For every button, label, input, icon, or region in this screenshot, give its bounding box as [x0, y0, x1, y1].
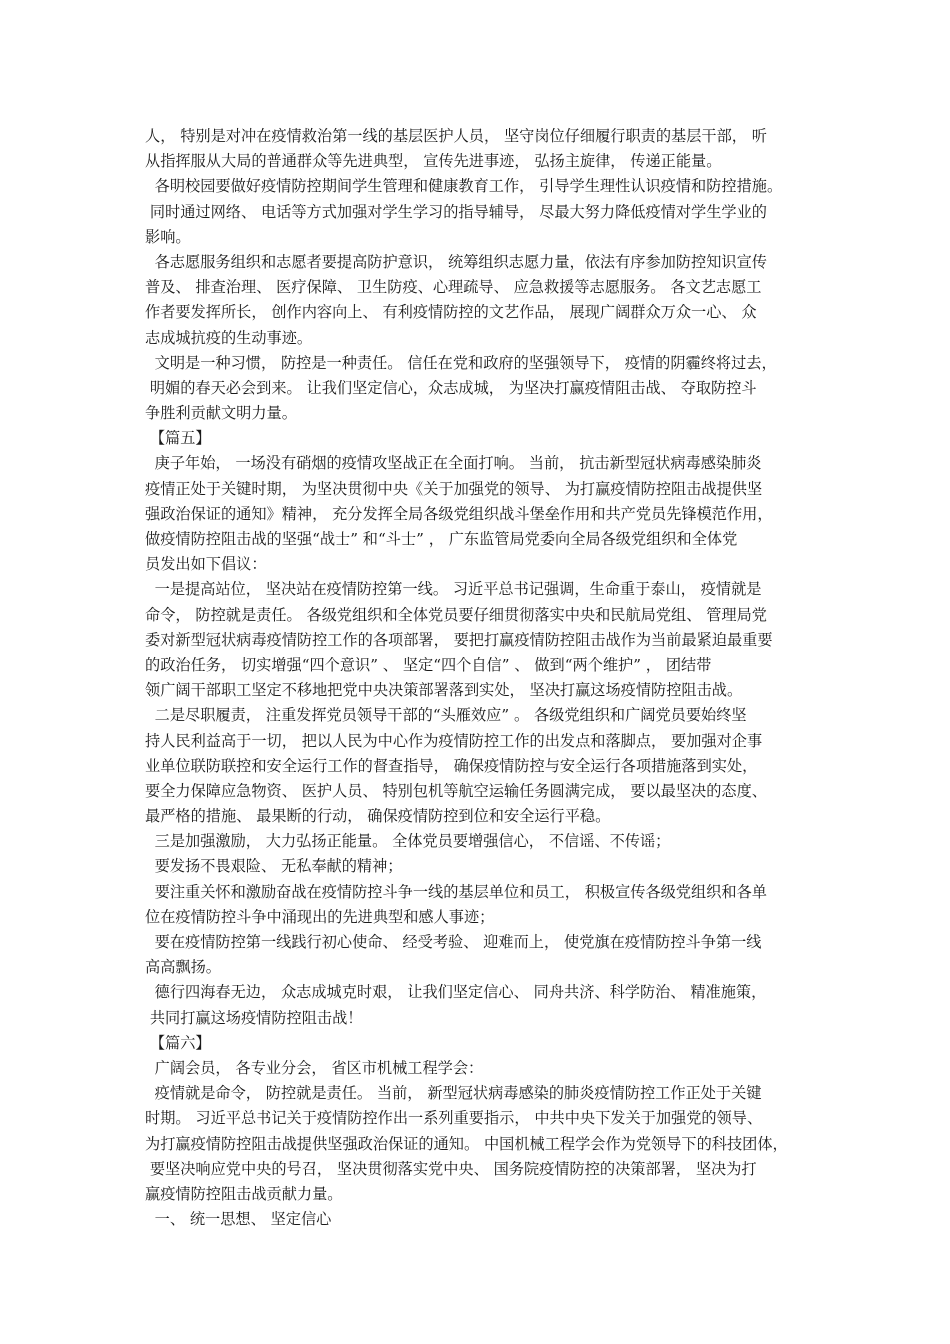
- text-line: 二是尽职履责， 注重发挥党员领导干部的“头雁效应” 。 各级党组织和广阔党员要始终坚: [145, 706, 747, 725]
- section-heading: 【篇六】: [145, 1033, 211, 1052]
- text-line: 影响。: [145, 227, 191, 246]
- text-line: 作者要发挥所长， 创作内容向上、 有利疫情防控的文艺作品， 展现广阔群众万众一心、 众: [145, 303, 757, 322]
- text-line: 最严格的措施、 最果断的行动， 确保疫情防控到位和安全运行平稳。: [145, 807, 611, 826]
- text-line: 德行四海春无边， 众志成城克时艰， 让我们坚定信心、 同舟共济、科学防治、 精准施策，: [145, 983, 767, 1002]
- text-line: 疫情正处于关键时期， 为坚决贯彻中央《关于加强党的领导、 为打赢疫情防控阻击战提供坚: [145, 479, 763, 498]
- text-line: 疫情就是命令， 防控就是责任。 当前， 新型冠状病毒感染的肺炎疫情防控工作正处于关键: [145, 1084, 762, 1103]
- text-line: 人， 特别是对冲在疫情救治第一线的基层医护人员， 坚守岗位仔细履行职责的基层干部， 听: [145, 127, 767, 145]
- text-line: 为打赢疫情防控阻击战提供坚强政治保证的通知。 中国机械工程学会作为党领导下的科技团体，: [145, 1134, 788, 1153]
- text-line: 共同打赢这场疫情防控阻击战！: [145, 1008, 363, 1027]
- text-line: 文明是一种习惯， 防控是一种责任。 信任在党和政府的坚强领导下， 疫情的阴霾终将过去，: [145, 353, 777, 372]
- text-line: 赢疫情防控阻击战贡献力量。: [145, 1184, 343, 1203]
- text-line: 各明校园要做好疫情防控期间学生管理和健康教育工作， 引导学生理性认识疫情和防控措施。: [145, 177, 783, 196]
- text-line: 要发扬不畏艰险、 无私奉献的精神；: [145, 857, 403, 876]
- text-line: 要全力保障应急物资、 医护人员、 特别包机等航空运输任务圆满完成， 要以最坚决的态度、: [145, 781, 767, 800]
- text-line: 要注重关怀和激励奋战在疫情防控斗争一线的基层单位和员工， 积极宣传各级党组织和各单: [145, 882, 767, 901]
- text-line: 同时通过网络、 电话等方式加强对学生学习的指导辅导， 尽最大努力降低疫情对学生学业的: [145, 202, 767, 221]
- text-line: 员发出如下倡议：: [145, 555, 267, 574]
- text-line: 志成城抗疫的生动事迹。: [145, 328, 313, 347]
- text-line: 命令， 防控就是责任。 各级党组织和全体党员要仔细贯彻落实中央和民航局党组、 管理局党: [145, 605, 767, 624]
- text-line: 一是提高站位， 坚决站在疫情防控第一线。 习近平总书记强调，生命重于泰山， 疫情就是: [145, 580, 762, 599]
- document-body: [145, 124, 815, 1232]
- text-line: 强政治保证的通知》精神， 充分发挥全局各级党组织战斗堡垒作用和共产党员先锋模范作用，: [145, 504, 773, 523]
- text-line: 三是加强激励， 大力弘扬正能量。 全体党员要增强信心， 不信谣、不传谣；: [145, 832, 671, 851]
- section-heading: 【篇五】: [145, 429, 211, 448]
- text-line: 的政治任务， 切实增强“四个意识” 、 坚定“四个自信” 、 做到“两个维护” ， 团结带: [145, 655, 712, 674]
- text-line: 一、 统一思想、 坚定信心: [145, 1210, 332, 1229]
- text-line: 广阔会员， 各专业分会， 省区市机械工程学会：: [145, 1058, 484, 1077]
- text-line: 要坚决响应党中央的号召， 坚决贯彻落实党中央、 国务院疫情防控的决策部署， 坚决为打: [145, 1159, 757, 1178]
- text-line: 庚子年始， 一场没有硝烟的疫情攻坚战正在全面打响。 当前， 抗击新型冠状病毒感染肺炎: [145, 454, 762, 473]
- text-line: 普及、 排查治理、 医疗保障、 卫生防疫、心理疏导、 应急救援等志愿服务。 各文艺志愿工: [145, 278, 762, 297]
- text-line: 明媚的春天必会到来。 让我们坚定信心，众志成城， 为坚决打赢疫情阻击战、 夺取防控斗: [145, 378, 757, 397]
- text-line: 持人民利益高于一切， 把以人民为中心作为疫情防控工作的出发点和落脚点， 要加强对企事: [145, 731, 763, 750]
- text-line: 要在疫情防控第一线践行初心使命、 经受考验、 迎难而上， 使党旗在疫情防控斗争第一线: [145, 933, 762, 951]
- text-line: 委对新型冠状病毒疫情防控工作的各项部署， 要把打赢疫情防控阻击战作为当前最紧迫最重要: [145, 630, 773, 649]
- text-line: 领广阔干部职工坚定不移地把党中央决策部署落到实处， 坚决打赢这场疫情防控阻击战。: [145, 681, 743, 700]
- text-line: 从指挥服从大局的普通群众等先进典型， 宣传先进事迹， 弘扬主旋律， 传递正能量。: [145, 152, 722, 171]
- text-line: 高高飘扬。: [145, 958, 221, 977]
- text-line: 争胜利贡献文明力量。: [145, 404, 297, 423]
- text-line: 各志愿服务组织和志愿者要提高防护意识， 统筹组织志愿力量，依法有序参加防控知识宣传: [145, 252, 767, 271]
- text-line: 业单位联防联控和安全运行工作的督查指导， 确保疫情防控与安全运行各项措施落到实处，: [145, 756, 758, 775]
- text-line: 做疫情防控阻击战的坚强“战士” 和“斗士” ， 广东监管局党委向全局各级党组织和全体党: [145, 530, 738, 548]
- text-line: 时期。 习近平总书记关于疫情防控作出一系列重要指示， 中共中央下发关于加强党的领导、: [145, 1109, 763, 1128]
- text-line: 位在疫情防控斗争中涌现出的先进典型和感人事迹；: [145, 907, 495, 926]
